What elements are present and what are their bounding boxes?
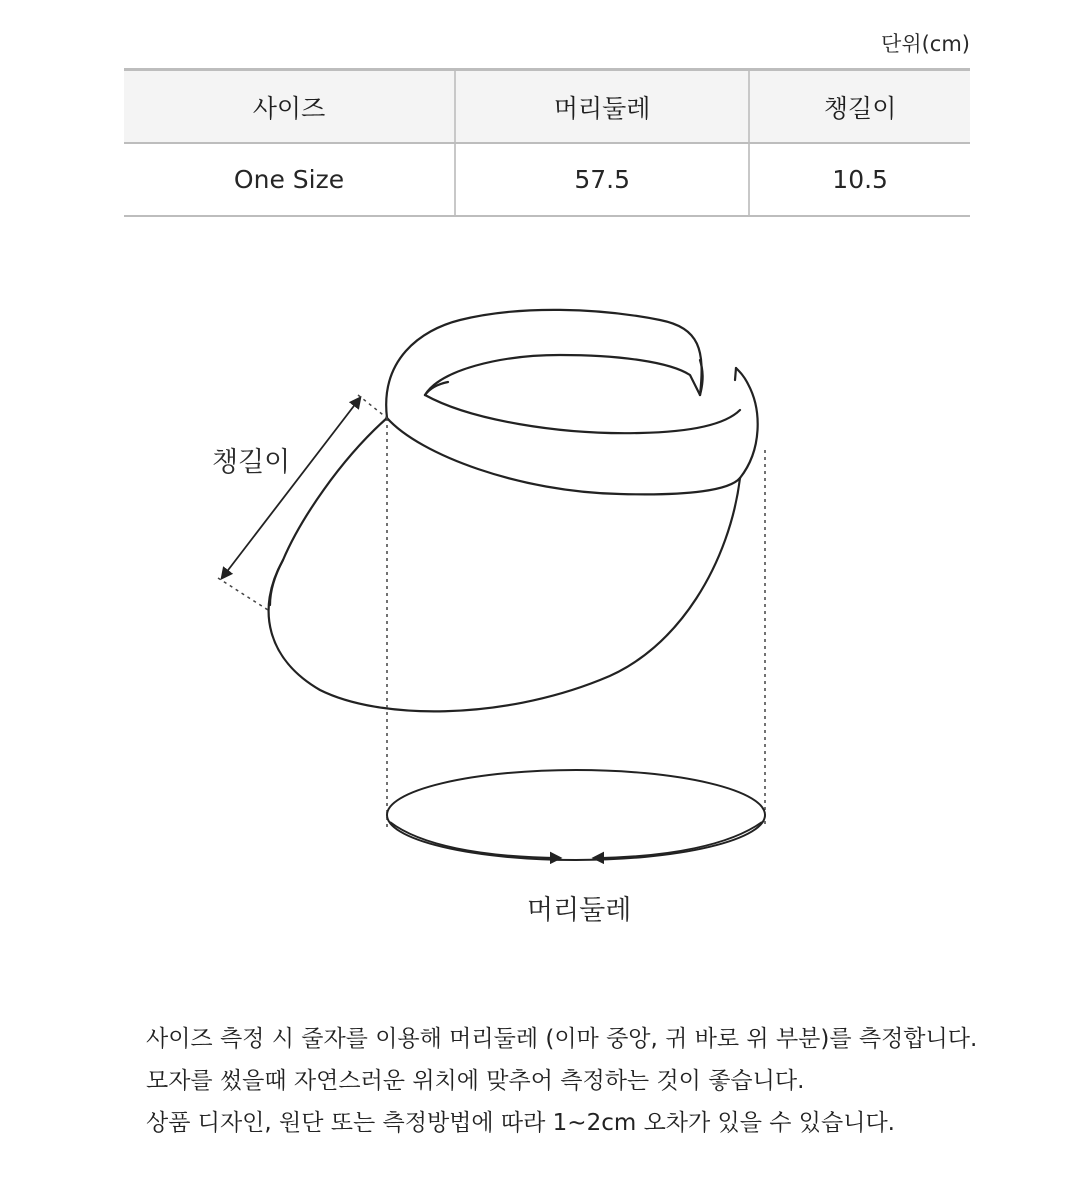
- cell-brim-length: 10.5: [749, 143, 970, 216]
- note-line: 사이즈 측정 시 줄자를 이용해 머리둘레 (이마 중앙, 귀 바로 위 부분)를 측정합니다.: [146, 1026, 978, 1052]
- size-table: [124, 68, 970, 217]
- measurement-notes: [146, 1018, 977, 1144]
- header-size: 사이즈: [124, 70, 455, 144]
- brim-length-arrow: [222, 398, 360, 578]
- unit-label: 단위(cm): [881, 32, 970, 56]
- cell-size: One Size: [124, 143, 455, 216]
- visor-band-inner-outline: [425, 355, 700, 395]
- header-brim-length: 챙길이: [749, 70, 970, 144]
- size-table-header-row: [124, 70, 970, 144]
- cell-head-circumference: 57.5: [455, 143, 749, 216]
- note-line: 상품 디자인, 원단 또는 측정방법에 따라 1~2cm 오차가 있을 수 있습니다.: [146, 1110, 895, 1136]
- visor-band-top-outline: [386, 310, 701, 418]
- circumference-arrow-left: [390, 822, 560, 858]
- brim-length-label: 챙길이: [212, 447, 291, 478]
- note-line: 모자를 썼을때 자연스러운 위치에 맞추어 측정하는 것이 좋습니다.: [146, 1068, 805, 1094]
- visor-measurement-diagram: [0, 230, 1084, 930]
- table-row: [124, 143, 970, 216]
- head-circumference-label: 머리둘레: [527, 895, 632, 926]
- header-head-circumference: 머리둘레: [455, 70, 749, 144]
- visor-brim-outline: [269, 418, 740, 711]
